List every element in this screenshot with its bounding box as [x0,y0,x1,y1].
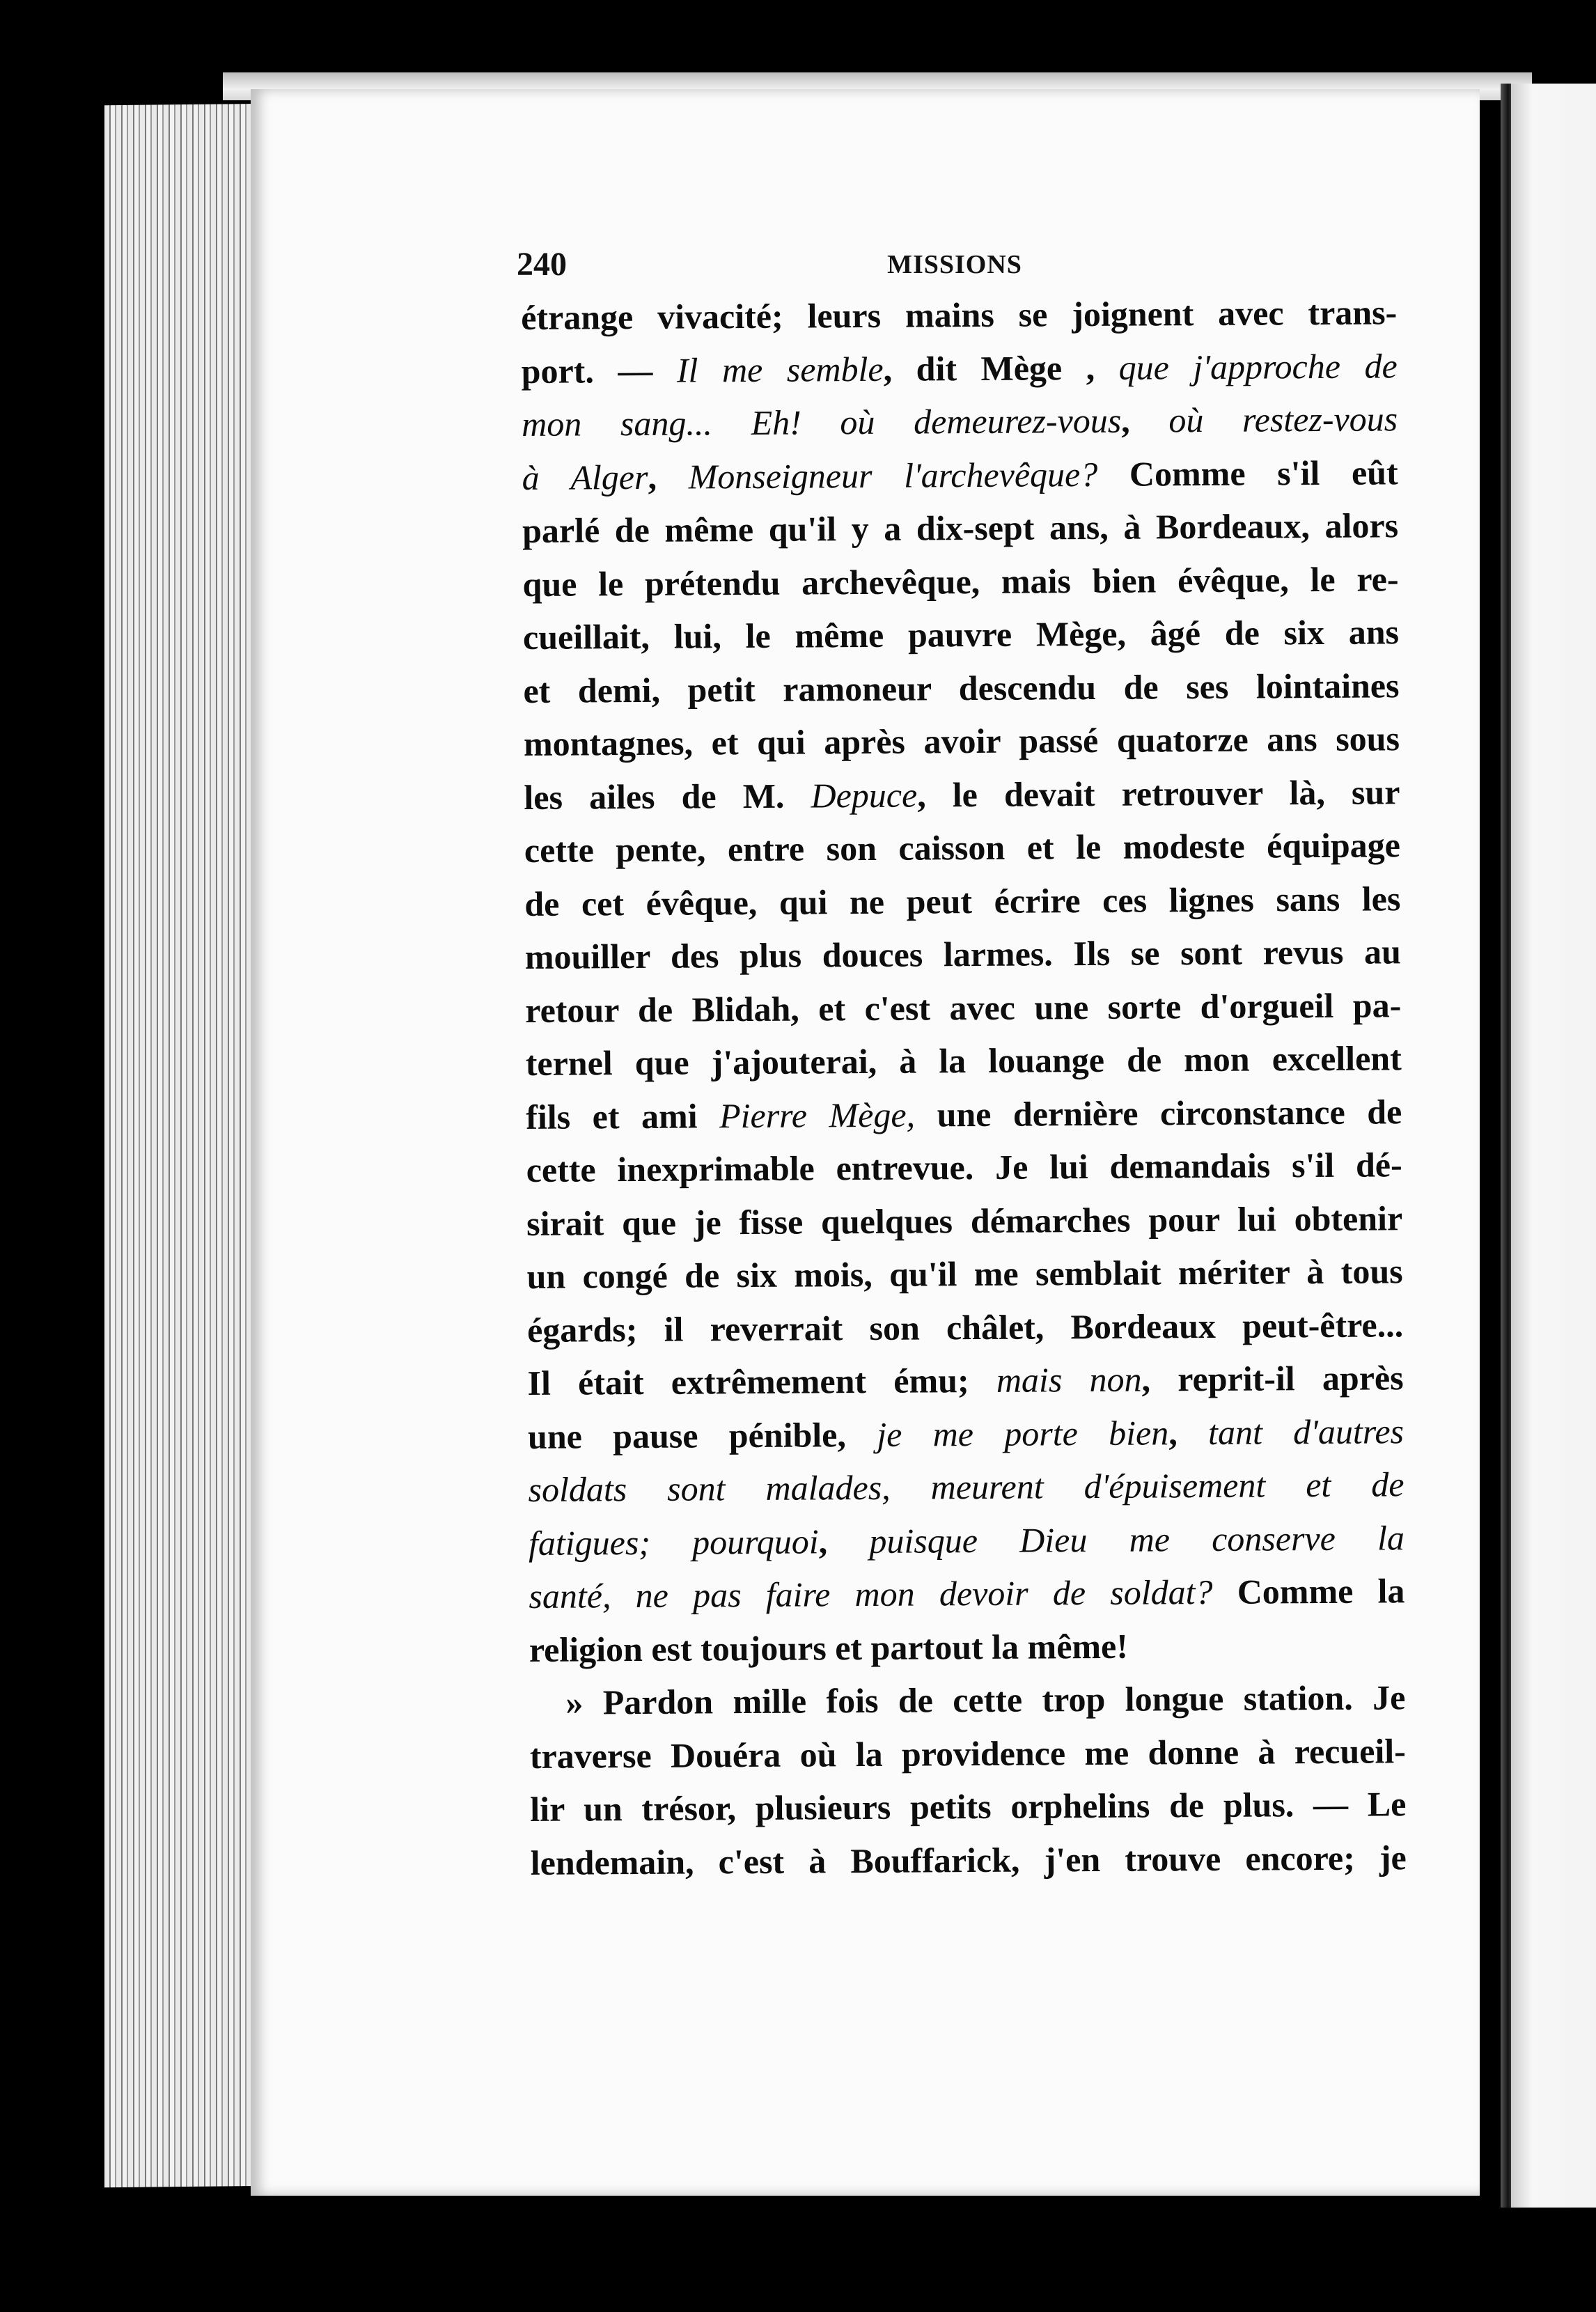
italic-run: à Alger [522,457,648,497]
text-run: montagnes, et qui après avoir passé quatorze ans sous [523,719,1400,763]
text-run: , [648,457,689,497]
text-run: cueillait, lui, le même pauvre Mège, âgé de six ans [522,612,1400,657]
text-line [530,1777,1406,1836]
page-header [517,245,1393,283]
italic-run: puisque Dieu me conserve la [869,1517,1405,1561]
text-line [522,446,1398,504]
text-run: et demi, petit ramoneur descendu de ses lointaines [523,665,1400,710]
italic-run: tant d'autres [1207,1411,1405,1452]
text-line [522,392,1398,451]
text-line [524,765,1400,824]
text-run: , [1121,400,1169,440]
text-line [524,872,1400,930]
text-run: Comme s'il eût [1097,452,1398,494]
text-run: de cet évêque, qui ne peut écrire ces lignes sans les [524,878,1401,923]
italic-run: soldats sont malades, meurent d'épuisement et de [528,1464,1405,1509]
text-line [527,1351,1403,1409]
text-line [528,1405,1404,1463]
text-line [529,1671,1405,1729]
italic-run: mon sang... Eh! où demeurez-vous [521,400,1122,444]
text-line [529,1564,1405,1623]
text-run: , reprit-il après [1141,1358,1404,1399]
text-run: , le devait retrouver là, sur [917,772,1400,815]
text-run: Il était extrêmement ému; [527,1360,997,1403]
text-run: égards; il reverrait son châlet, Bordeaux peut-être... [526,1304,1404,1350]
text-run: traverse Douéra où la providence me donne à recueil- [529,1731,1406,1776]
text-run: lir un trésor, plusieurs petits orphelins de plus. — Le [530,1784,1407,1829]
text-line [521,286,1397,344]
text-run: lendemain, c'est à Bouffarick, j'en trouve encore; je [530,1837,1407,1882]
text-line [529,1511,1405,1570]
text-run: Comme la [1212,1571,1405,1611]
text-line [523,605,1399,664]
italic-run: mais non [996,1359,1142,1400]
text-line [529,1618,1405,1676]
text-run: cette pente, entre son caisson et le modeste équipage [524,825,1401,870]
italic-run: je me porte bien [877,1412,1169,1454]
text-line [521,339,1397,398]
italic-run: que j'approche de [1118,345,1398,387]
text-run: une pause pénible, [527,1414,877,1456]
text-run: , [818,1521,870,1561]
text-line [528,1458,1404,1516]
italic-run: Pierre Mège, [719,1095,916,1135]
running-head: MISSIONS [887,250,1022,279]
text-run: un congé de six mois, qu'il me semblait mériter à tous [526,1251,1403,1296]
text-line [526,1031,1402,1090]
text-run: une dernière circonstance de [914,1091,1402,1134]
text-run: cette inexprimable entrevue. Je lui demandais s'il dé- [526,1145,1402,1189]
page-edges [104,104,272,2188]
text-run: que le prétendu archevêque, mais bien évêque, le re- [522,559,1399,604]
text-line [526,1244,1402,1303]
text-run: , dit Mège , [883,347,1119,389]
text-run: fils et ami [526,1095,720,1137]
text-line [522,552,1398,611]
text-run: mouiller des plus douces larmes. Ils se sont revus au [524,932,1401,976]
italic-run: Depuce [811,775,918,815]
text-line [526,1192,1402,1250]
text-line [524,712,1400,770]
text-run: retour de Blidah, et c'est avec une sorte d'orgueil pa- [525,985,1402,1030]
text-line [525,925,1401,983]
text-line [526,1138,1402,1196]
italic-run: fatigues; pourquoi [528,1521,819,1563]
italic-run: où restez-vous [1168,399,1398,440]
text-run: port. — [521,350,678,391]
text-run: sirait que je fisse quelques démarches pour lui obtenir [526,1198,1403,1243]
text-line [525,978,1401,1037]
text-line [524,818,1400,877]
text-line [522,499,1398,557]
italic-run: Il me semble [676,349,884,390]
text-run: » Pardon mille fois de cette trop longue station. Je [565,1678,1406,1722]
italic-run: Monseigneur l'archevêque? [688,454,1098,497]
text-line [527,1298,1403,1357]
text-run: étrange vivacité; leurs mains se joignent avec trans- [521,292,1398,337]
facing-page [1511,84,1596,2208]
text-line [526,1085,1402,1143]
page-number: 240 [517,246,567,283]
body-text [521,286,1407,1889]
text-run: , [1168,1412,1209,1452]
text-run: parlé de même qu'il y a dix-sept ans, à Bordeaux, alors [522,506,1399,550]
text-run: les ailes de M. [524,775,811,817]
text-line [523,659,1399,717]
text-line [530,1724,1406,1783]
text-line [531,1831,1407,1889]
text-run: ternel que j'ajouterai, à la louange de mon excellent [525,1038,1402,1083]
text-run: religion est toujours et partout la même! [529,1626,1129,1669]
italic-run: santé, ne pas faire mon devoir de soldat? [529,1572,1213,1616]
